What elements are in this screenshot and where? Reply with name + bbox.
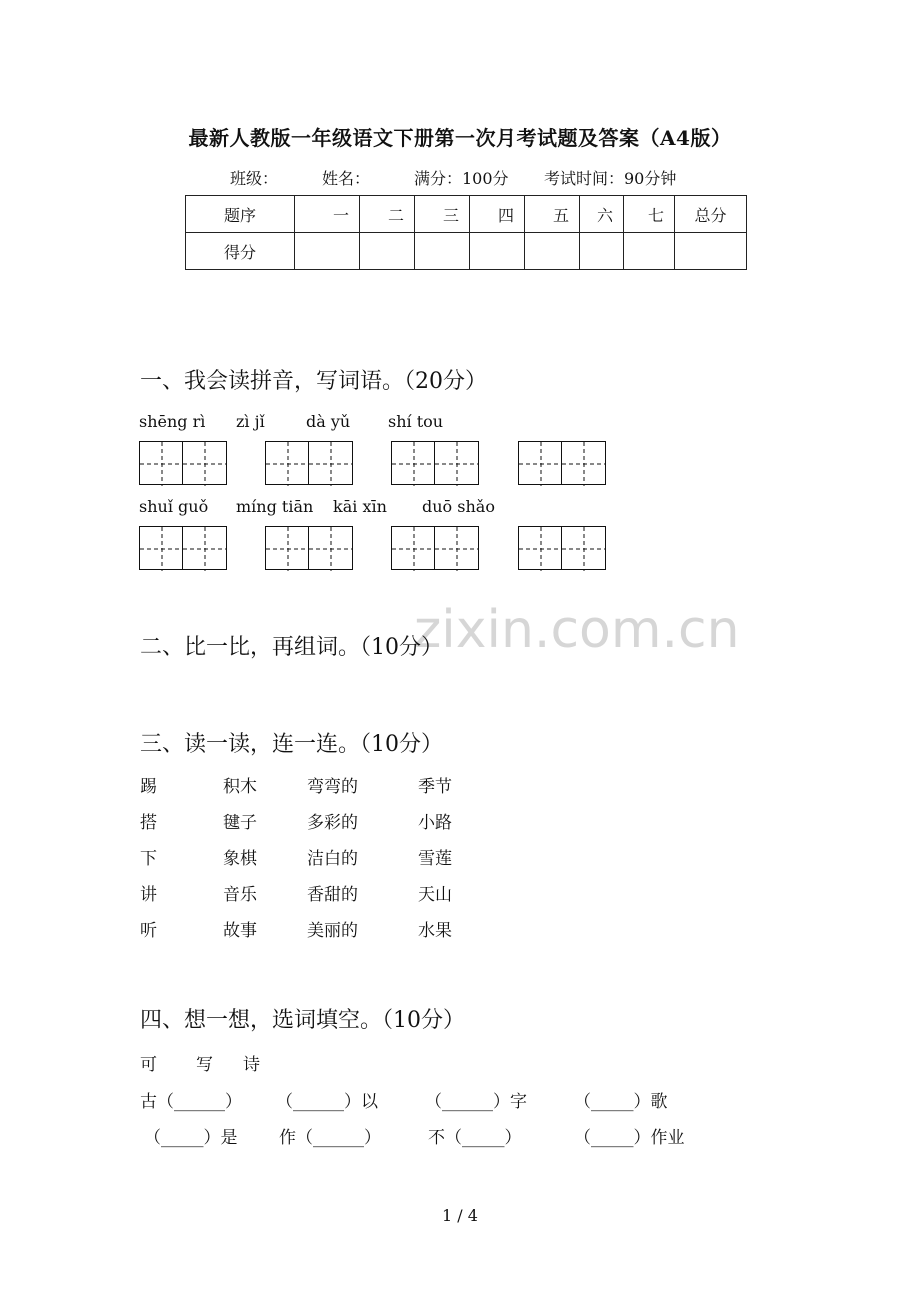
fill-blank[interactable]: 不（_____） bbox=[428, 1128, 522, 1148]
writing-box[interactable] bbox=[518, 441, 562, 485]
match-word[interactable]: 雪莲 bbox=[418, 849, 452, 869]
grid-guide bbox=[140, 442, 184, 486]
name-label: 姓名： bbox=[322, 169, 371, 188]
match-word[interactable]: 故事 bbox=[223, 921, 257, 941]
pinyin-label: duō shǎo bbox=[422, 497, 495, 516]
document-title: 最新人教版一年级语文下册第一次月考试题及答案（A4版） bbox=[188, 126, 732, 150]
writing-box[interactable] bbox=[139, 441, 183, 485]
exam-time: 考试时间：90分钟 bbox=[544, 169, 677, 188]
writing-box[interactable] bbox=[435, 526, 479, 570]
writing-box[interactable] bbox=[265, 526, 309, 570]
section2-heading: 二、比一比，再组词。（10分） bbox=[140, 635, 443, 660]
fill-blank[interactable]: 作（______） bbox=[279, 1128, 381, 1148]
score-input-cell[interactable] bbox=[580, 233, 624, 270]
grid-guide bbox=[562, 442, 606, 486]
watermark: zixin.com.cn bbox=[414, 600, 740, 660]
fill-blank[interactable]: （_____）歌 bbox=[574, 1092, 668, 1112]
score-table-score-row bbox=[186, 233, 747, 270]
score-input-cell[interactable] bbox=[470, 233, 525, 270]
writing-box[interactable] bbox=[309, 441, 353, 485]
table-cell: 二 bbox=[360, 196, 415, 233]
fill-blank[interactable]: （_____）是 bbox=[144, 1128, 238, 1148]
table-cell: 七 bbox=[624, 196, 675, 233]
grid-guide bbox=[392, 442, 436, 486]
table-cell: 题序 bbox=[186, 196, 295, 233]
grid-guide bbox=[183, 442, 227, 486]
fill-blank[interactable]: （______）字 bbox=[425, 1092, 527, 1112]
grid-guide bbox=[266, 442, 310, 486]
table-cell: 得分 bbox=[186, 233, 295, 270]
score-input-cell[interactable] bbox=[624, 233, 675, 270]
section4-heading: 四、想一想，选词填空。（10分） bbox=[140, 1008, 465, 1033]
pinyin-label: zì jǐ bbox=[236, 412, 265, 431]
table-cell: 总分 bbox=[675, 196, 747, 233]
writing-box[interactable] bbox=[139, 526, 183, 570]
table-cell: 四 bbox=[470, 196, 525, 233]
score-table bbox=[185, 195, 747, 270]
writing-box[interactable] bbox=[518, 526, 562, 570]
writing-box[interactable] bbox=[562, 526, 606, 570]
full-score: 满分：100分 bbox=[414, 169, 509, 188]
writing-box[interactable] bbox=[562, 441, 606, 485]
match-word[interactable]: 搭 bbox=[140, 813, 157, 833]
match-word[interactable]: 踢 bbox=[140, 777, 157, 797]
grid-guide bbox=[183, 527, 227, 571]
writing-box[interactable] bbox=[391, 441, 435, 485]
table-cell: 六 bbox=[580, 196, 624, 233]
fill-blank[interactable]: （______）以 bbox=[276, 1092, 378, 1112]
pinyin-label: shí tou bbox=[388, 412, 444, 431]
match-word[interactable]: 弯弯的 bbox=[307, 777, 358, 797]
match-word[interactable]: 讲 bbox=[140, 885, 157, 905]
grid-guide bbox=[435, 442, 479, 486]
match-word[interactable]: 毽子 bbox=[223, 813, 257, 833]
match-word[interactable]: 音乐 bbox=[223, 885, 257, 905]
score-table-header-row bbox=[186, 196, 747, 233]
grid-guide bbox=[309, 527, 353, 571]
score-input-cell[interactable] bbox=[415, 233, 470, 270]
grid-guide bbox=[140, 527, 184, 571]
match-word[interactable]: 听 bbox=[140, 921, 157, 941]
grid-guide bbox=[519, 442, 563, 486]
table-cell: 一 bbox=[295, 196, 360, 233]
score-input-cell[interactable] bbox=[525, 233, 580, 270]
page-number: 1 / 4 bbox=[442, 1206, 478, 1225]
section3-heading: 三、读一读，连一连。（10分） bbox=[140, 732, 443, 757]
fill-blank[interactable]: （_____）作业 bbox=[574, 1128, 685, 1148]
match-word[interactable]: 天山 bbox=[418, 885, 452, 905]
grid-guide bbox=[392, 527, 436, 571]
writing-box[interactable] bbox=[435, 441, 479, 485]
score-input-cell[interactable] bbox=[360, 233, 415, 270]
grid-guide bbox=[435, 527, 479, 571]
pinyin-label: shēng rì bbox=[139, 412, 206, 431]
grid-guide bbox=[309, 442, 353, 486]
section1-heading: 一、我会读拼音，写词语。（20分） bbox=[140, 369, 487, 394]
writing-box[interactable] bbox=[309, 526, 353, 570]
grid-guide bbox=[519, 527, 563, 571]
grid-guide bbox=[562, 527, 606, 571]
class-label: 班级： bbox=[230, 169, 279, 188]
match-word[interactable]: 多彩的 bbox=[307, 813, 358, 833]
writing-box[interactable] bbox=[391, 526, 435, 570]
choice-word: 诗 bbox=[243, 1055, 260, 1075]
score-input-cell[interactable] bbox=[295, 233, 360, 270]
writing-box[interactable] bbox=[183, 526, 227, 570]
score-input-cell[interactable] bbox=[675, 233, 747, 270]
pinyin-label: shuǐ guǒ bbox=[139, 497, 209, 516]
match-word[interactable]: 香甜的 bbox=[307, 885, 358, 905]
pinyin-label: dà yǔ bbox=[306, 412, 351, 431]
writing-box[interactable] bbox=[183, 441, 227, 485]
match-word[interactable]: 水果 bbox=[418, 921, 452, 941]
pinyin-label: kāi xīn bbox=[333, 497, 387, 516]
match-word[interactable]: 洁白的 bbox=[307, 849, 358, 869]
fill-blank[interactable]: 古（______） bbox=[140, 1092, 242, 1112]
match-word[interactable]: 象棋 bbox=[223, 849, 257, 869]
match-word[interactable]: 美丽的 bbox=[307, 921, 358, 941]
pinyin-label: míng tiān bbox=[236, 497, 314, 516]
choice-word: 可 bbox=[140, 1055, 157, 1075]
table-cell: 五 bbox=[525, 196, 580, 233]
match-word[interactable]: 小路 bbox=[418, 813, 452, 833]
match-word[interactable]: 下 bbox=[140, 849, 157, 869]
match-word[interactable]: 季节 bbox=[418, 777, 452, 797]
match-word[interactable]: 积木 bbox=[223, 777, 257, 797]
writing-box[interactable] bbox=[265, 441, 309, 485]
table-cell: 三 bbox=[415, 196, 470, 233]
grid-guide bbox=[266, 527, 310, 571]
choice-word: 写 bbox=[196, 1055, 213, 1075]
